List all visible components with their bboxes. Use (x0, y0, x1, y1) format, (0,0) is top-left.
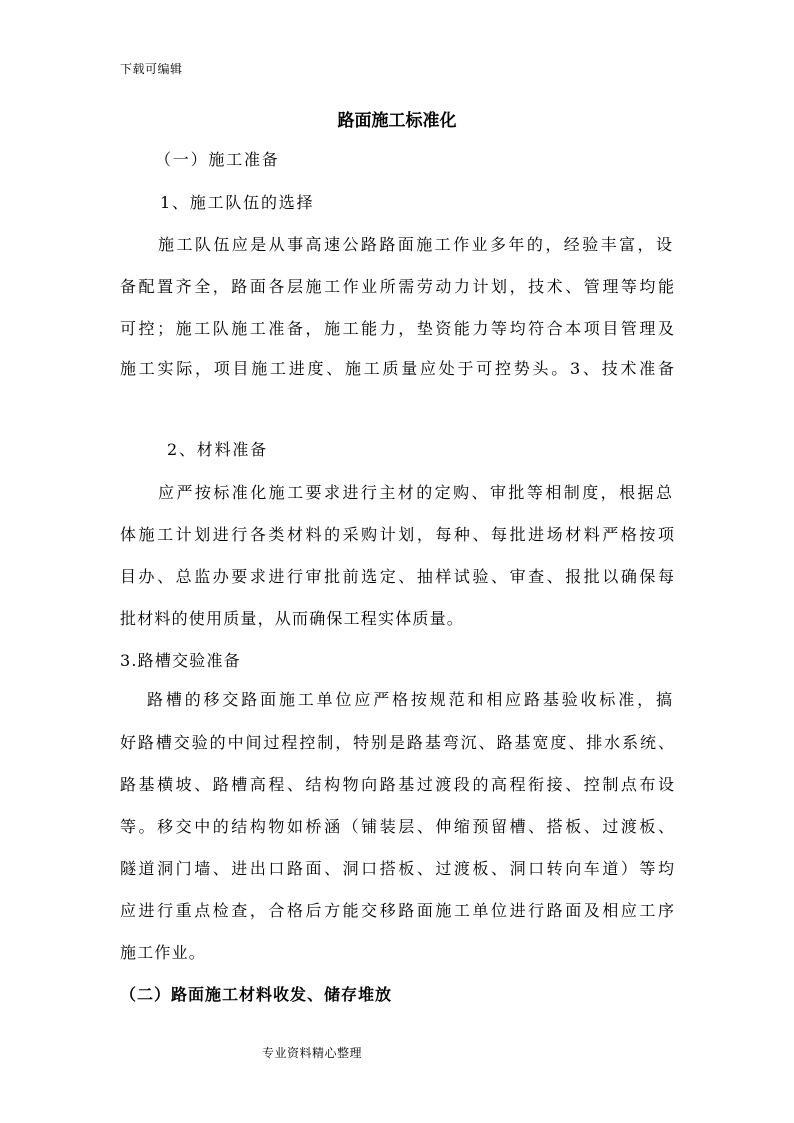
section-heading-1: （一）施工准备 (155, 150, 280, 169)
paragraph-line: 体施工计划进行各类材料的采购计划，每种、每批进场材料严格按项 (120, 525, 675, 544)
paragraph-line: 隧道洞门墙、进出口路面、洞口搭板、过渡板、洞口转向车道）等均 (120, 859, 675, 878)
paragraph-line: 施工实际，项目施工进度、施工质量应处于可控势头。3、技术准备 (120, 359, 675, 378)
paragraph-line: 路基横坡、路槽高程、结构物向路基过渡段的高程衔接、控制点布设 (120, 775, 675, 794)
footer-note: 专业资料精心整理 (262, 1046, 363, 1060)
paragraph-line: 可控；施工队施工准备，施工能力，垫资能力等均符合本项目管理及 (120, 319, 675, 338)
paragraph-line: 路槽的移交路面施工单位应严格按规范和相应路基验收标准，搞 (147, 690, 673, 709)
paragraph-line: 应进行重点检查，合格后方能交移路面施工单位进行路面及相应工序 (120, 901, 675, 920)
paragraph-line: 备配置齐全，路面各层施工作业所需劳动力计划，技术、管理等均能 (120, 277, 675, 296)
page-title: 路面施工标准化 (337, 111, 457, 131)
paragraph-line: 应严按标准化施工要求进行主材的定购、审批等相制度，根据总 (158, 483, 673, 502)
paragraph-line: 等。移交中的结构物如桥涵（铺装层、伸缩预留槽、搭板、过渡板、 (120, 817, 675, 836)
paragraph-line: 好路槽交验的中间过程控制，特别是路基弯沉、路基宽度、排水系统、 (120, 733, 675, 752)
header-note: 下载可编辑 (120, 62, 183, 76)
subheading-subgrade-handover: 3.路槽交验准备 (120, 651, 241, 670)
subheading-team-selection: 1、施工队伍的选择 (160, 193, 315, 212)
subheading-materials: 2、材料准备 (167, 440, 268, 459)
paragraph-line: 批材料的使用质量，从而确保工程实体质量。 (120, 609, 465, 628)
section-heading-2: （二）路面施工材料收发、储存堆放 (120, 985, 393, 1004)
paragraph-line: 施工队伍应是从事高速公路路面施工作业多年的，经验丰富，设 (158, 235, 673, 254)
paragraph-line: 目办、总监办要求进行审批前选定、抽样试验、审查、报批以确保每 (120, 567, 675, 586)
paragraph-line: 施工作业。 (120, 943, 207, 962)
